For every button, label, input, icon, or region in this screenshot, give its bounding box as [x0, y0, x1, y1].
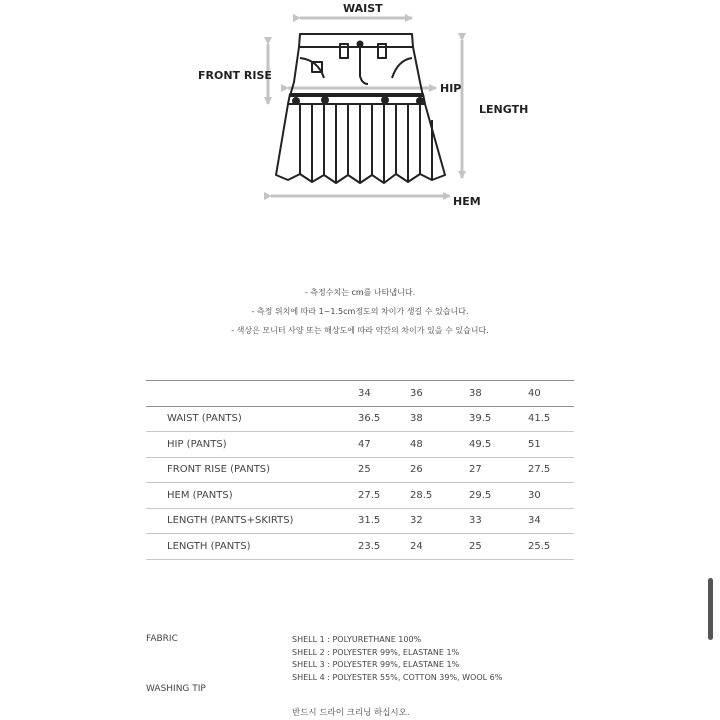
row-label: HEM (PANTS) — [146, 483, 358, 509]
table-cell: 27.5 — [528, 457, 574, 483]
size-col-38: 38 — [469, 381, 528, 407]
washing-tip-label: WASHING TIP — [146, 684, 206, 694]
table-cell: 28.5 — [410, 483, 469, 509]
table-cell: 26 — [410, 457, 469, 483]
hem-label: HEM — [453, 195, 481, 208]
table-cell: 29.5 — [469, 483, 528, 509]
size-table — [146, 380, 574, 560]
note-line: - 측정 위치에 따라 1~1.5cm정도의 차이가 생길 수 있습니다. — [251, 307, 469, 316]
row-label: HIP (PANTS) — [146, 432, 358, 458]
table-row — [146, 432, 574, 458]
table-cell: 41.5 — [528, 406, 574, 432]
table-cell: 33 — [469, 508, 528, 534]
waist-label: WAIST — [343, 2, 383, 15]
fabric-line: SHELL 2 : POLYESTER 99%, ELASTANE 1% — [292, 647, 460, 657]
table-cell: 49.5 — [469, 432, 528, 458]
table-row — [146, 483, 574, 509]
row-label: FRONT RISE (PANTS) — [146, 457, 358, 483]
table-cell: 36.5 — [358, 406, 410, 432]
fabric-line: SHELL 4 : POLYESTER 55%, COTTON 39%, WOOL 6% — [292, 672, 503, 682]
front-rise-label: FRONT RISE — [198, 69, 272, 82]
table-cell: 34 — [528, 508, 574, 534]
row-label: LENGTH (PANTS) — [146, 534, 358, 560]
table-cell: 24 — [410, 534, 469, 560]
note-line: - 색상은 모니터 사양 또는 해상도에 따라 약간의 차이가 있을 수 있습니다. — [231, 326, 489, 335]
hip-label: HIP — [440, 82, 462, 95]
table-row — [146, 406, 574, 432]
table-cell: 30 — [528, 483, 574, 509]
table-cell: 47 — [358, 432, 410, 458]
table-cell: 25 — [469, 534, 528, 560]
size-table-header — [146, 381, 574, 407]
skirt-illustration — [276, 34, 445, 183]
table-row — [146, 457, 574, 483]
row-label: WAIST (PANTS) — [146, 406, 358, 432]
row-label: LENGTH (PANTS+SKIRTS) — [146, 508, 358, 534]
size-col-34: 34 — [358, 381, 410, 407]
table-cell: 48 — [410, 432, 469, 458]
fabric-line: SHELL 3 : POLYESTER 99%, ELASTANE 1% — [292, 660, 460, 669]
table-cell: 38 — [410, 406, 469, 432]
skirt-measurement-diagram — [0, 0, 720, 270]
fabric-composition — [292, 634, 502, 684]
measurement-notes — [0, 283, 720, 340]
table-cell: 25.5 — [528, 534, 574, 560]
scrollbar[interactable] — [708, 578, 713, 640]
table-cell: 31.5 — [358, 508, 410, 534]
table-cell: 32 — [410, 508, 469, 534]
note-line: - 측정수치는 cm를 나타냅니다. — [304, 288, 416, 297]
fabric-label: FABRIC — [146, 634, 178, 644]
table-cell: 51 — [528, 432, 574, 458]
table-cell: 23.5 — [358, 534, 410, 560]
length-label: LENGTH — [479, 103, 529, 116]
table-row — [146, 508, 574, 534]
table-cell: 39.5 — [469, 406, 528, 432]
washing-tip-text: 반드시 드라이 크리닝 하십시오. — [292, 708, 410, 718]
table-cell: 27 — [469, 457, 528, 483]
table-cell: 25 — [358, 457, 410, 483]
table-row — [146, 534, 574, 560]
table-cell: 27.5 — [358, 483, 410, 509]
size-col-40: 40 — [528, 381, 574, 407]
size-col-36: 36 — [410, 381, 469, 407]
fabric-line: SHELL 1 : POLYURETHANE 100% — [292, 635, 422, 644]
